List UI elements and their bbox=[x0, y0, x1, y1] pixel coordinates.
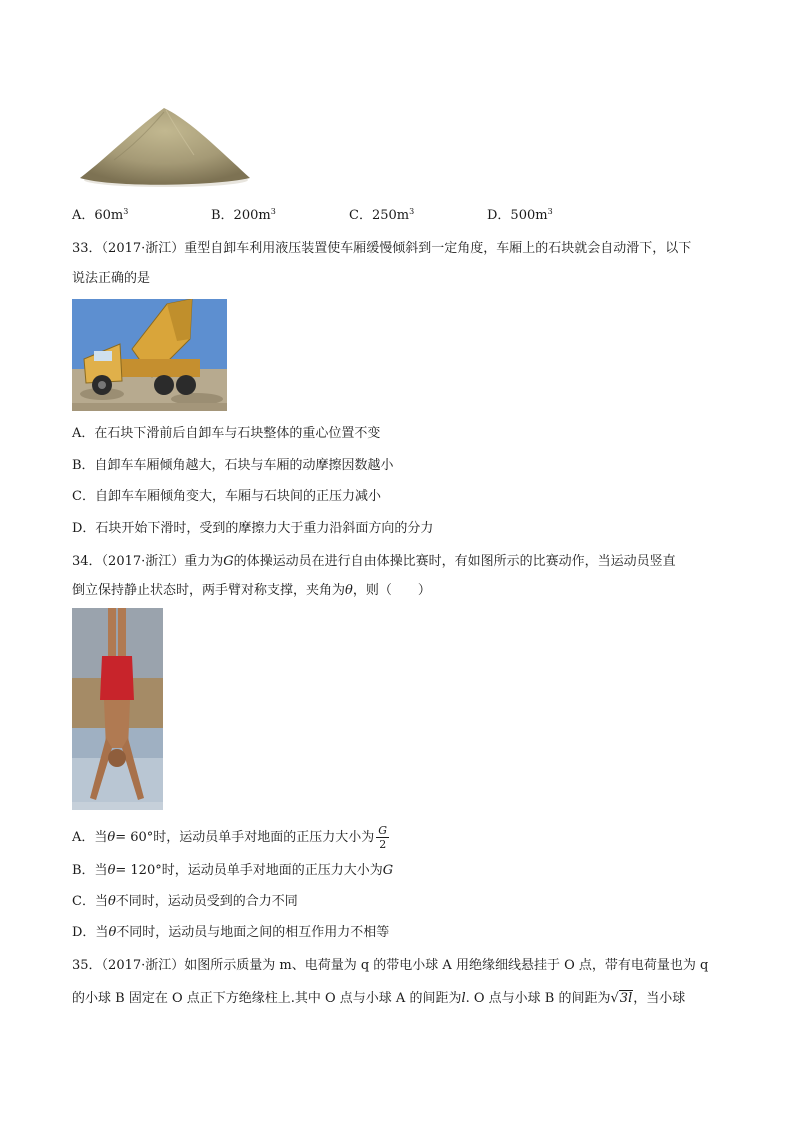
q33-option-c[interactable]: C．自卸车车厢倾角变大，车厢与石块间的正压力减小 bbox=[72, 489, 381, 504]
q32-option-c[interactable]: C．$250m^3$ bbox=[349, 207, 415, 223]
sqrt-3l: √3l bbox=[610, 991, 633, 1006]
dump-truck-drawing bbox=[72, 299, 227, 411]
dump-truck-image bbox=[72, 299, 227, 411]
q34-option-c[interactable]: C．当θ不同时，运动员受到的合力不同 bbox=[72, 894, 298, 909]
sand-pile-drawing bbox=[74, 100, 254, 190]
q35-stem-line2: 的小球 B 固定在 O 点正下方绝缘柱上.其中 O 点与小球 A 的间距为l. O 点与小球 B 的间距为√3l，当小球 bbox=[72, 991, 686, 1006]
g-over-2-fraction: $\frac{G}{2}$ bbox=[378, 824, 388, 851]
q34-stem-line1: 34．（2017·浙江）重力为G的体操运动员在进行自由体操比赛时，有如图所示的比赛动作，当运动员竖直 bbox=[72, 554, 676, 569]
q33-option-d[interactable]: D．石块开始下滑时，受到的摩擦力大于重力沿斜面方向的分力 bbox=[72, 521, 434, 536]
q33-stem-line2: 说法正确的是 bbox=[72, 271, 151, 286]
gymnast-drawing bbox=[72, 608, 163, 810]
q34-option-b[interactable]: B．当θ= 120°时，运动员单手对地面的正压力大小为G bbox=[72, 863, 394, 878]
q35-stem-line1: 35．（2017·浙江）如图所示质量为 m、电荷量为 q 的带电小球 A 用绝缘细线悬挂于 O 点，带有电荷量也为 q bbox=[72, 958, 709, 973]
sand-pile-image bbox=[74, 100, 254, 190]
q32-option-d[interactable]: D．$500m^3$ bbox=[487, 207, 553, 223]
q34-stem-line2: 倒立保持静止状态时，两手臂对称支撑，夹角为θ，则（ ） bbox=[72, 583, 431, 598]
gymnast-handstand-image bbox=[72, 608, 163, 810]
q32-option-b[interactable]: B．$200m^3$ bbox=[211, 207, 276, 223]
q33-stem-line1: 33．（2017·浙江）重型自卸车利用液压装置使车厢缓慢倾斜到一定角度，车厢上的石块就会自动滑下，以下 bbox=[72, 241, 692, 256]
q33-option-b[interactable]: B．自卸车车厢倾角越大，石块与车厢的动摩擦因数越小 bbox=[72, 458, 394, 473]
q34-option-d[interactable]: D．当θ不同时，运动员与地面之间的相互作用力不相等 bbox=[72, 925, 390, 940]
q33-option-a[interactable]: A．在石块下滑前后自卸车与石块整体的重心位置不变 bbox=[72, 426, 381, 441]
q34-option-a[interactable]: A．当θ= 60°时，运动员单手对地面的正压力大小为 $\frac{G}{2}$ bbox=[72, 824, 388, 851]
q32-option-a[interactable]: A．$60m^3$ bbox=[72, 207, 129, 223]
